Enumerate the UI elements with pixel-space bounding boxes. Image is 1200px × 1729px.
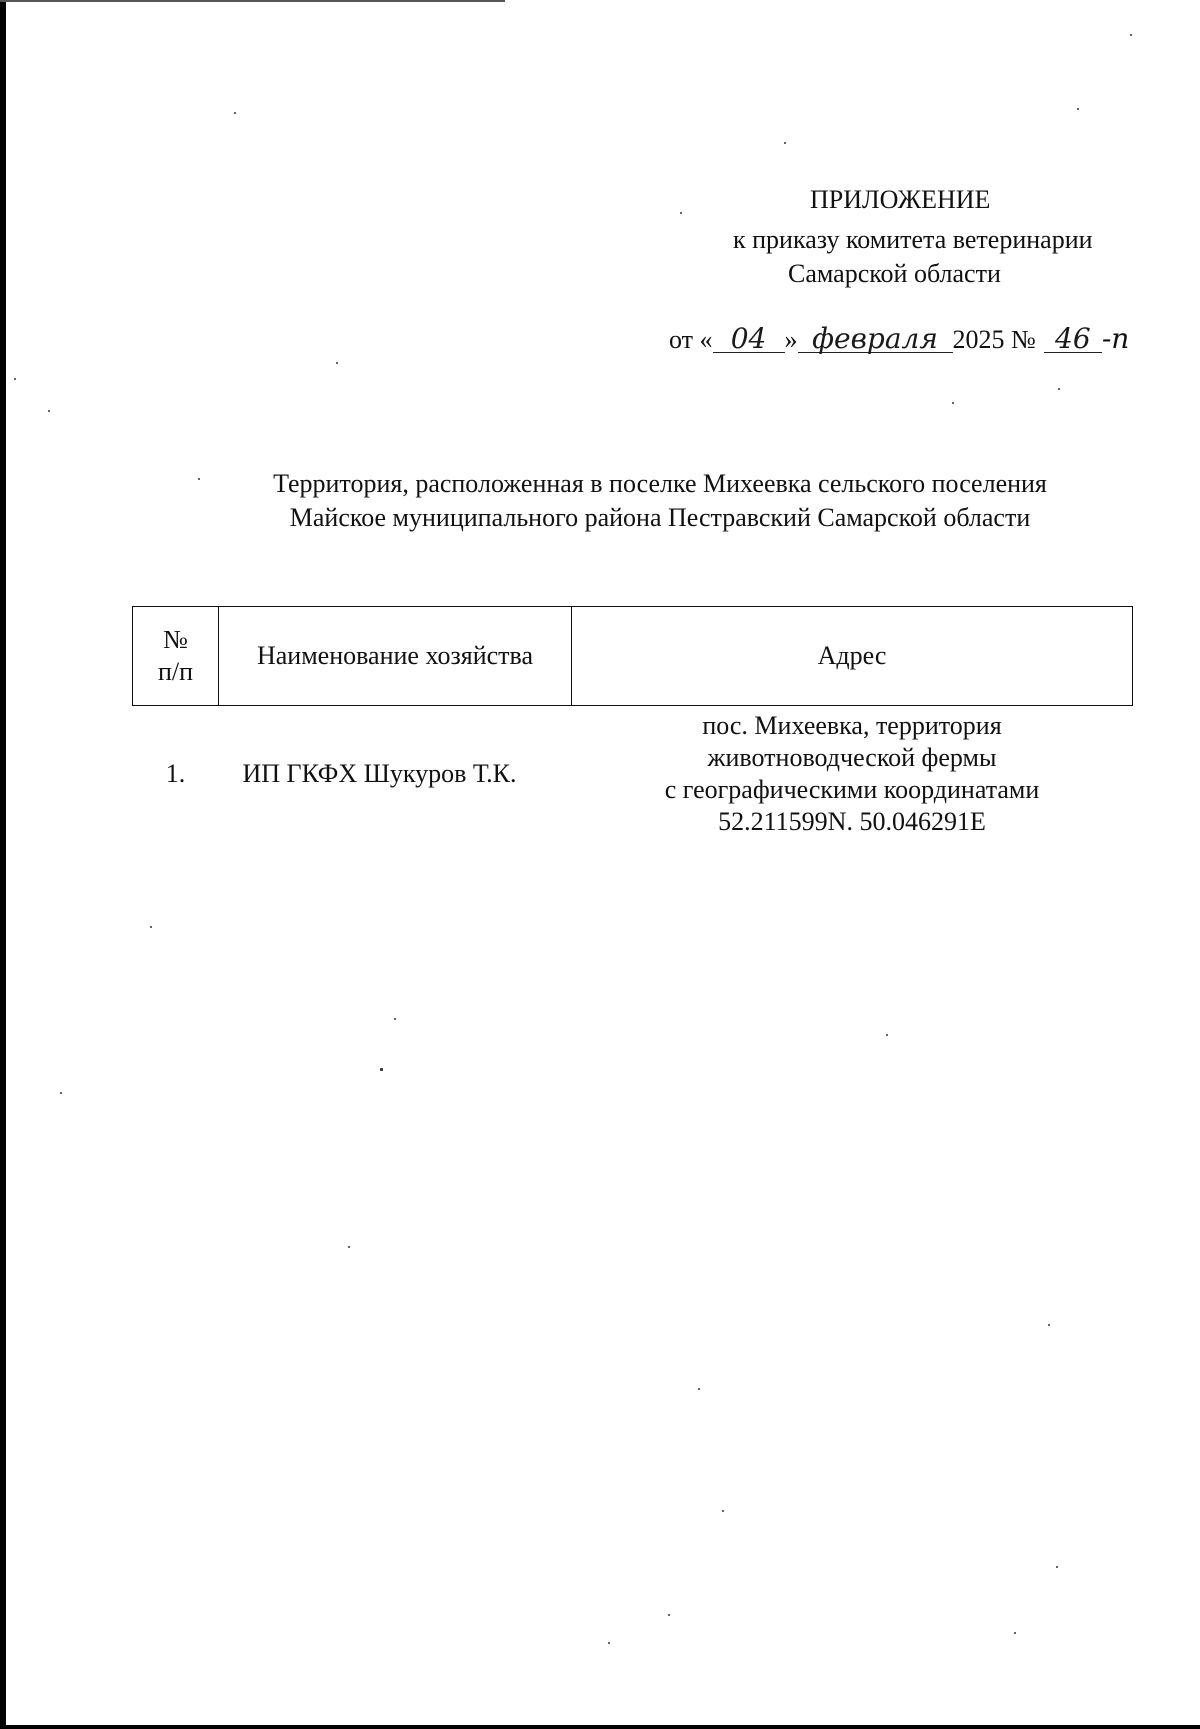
table-row [133, 706, 1133, 843]
scan-speck [1048, 1324, 1050, 1326]
row-address [572, 706, 1133, 843]
order-month-handwritten: февраля [798, 326, 953, 353]
appendix-order-reference: к приказу комитета ветеринарии [733, 225, 1093, 254]
scan-speck [150, 926, 152, 928]
scan-speck [680, 212, 682, 214]
scan-speck [1014, 1632, 1016, 1634]
header-number [133, 607, 219, 706]
header-number-abbrev: п/п [157, 657, 194, 686]
appendix-title: ПРИЛОЖЕНИЕ [810, 185, 991, 214]
row-farm-name: ИП ГКФХ Шукуров Т.К. [242, 759, 517, 788]
row-number: 1. [165, 759, 186, 788]
scan-left-border [0, 0, 6, 1729]
order-year-number-label: 2025 № [952, 325, 1036, 354]
scan-speck [952, 402, 954, 404]
territory-heading-line2: Майское муниципального района Пестравский Самарской области [289, 503, 1031, 532]
scan-speck [722, 1510, 724, 1512]
order-number-handwritten: 46 [1044, 326, 1102, 353]
scan-speck [348, 1246, 350, 1248]
scan-speck [60, 1092, 62, 1094]
farms-table [132, 606, 1132, 842]
scan-bottom-border [0, 1725, 1200, 1729]
scan-speck [234, 112, 236, 114]
row-address-line: животноводческой фермы [707, 743, 997, 772]
farms-table-grid [132, 606, 1133, 842]
order-day-handwritten: 04 [713, 326, 785, 353]
territory-heading-line1: Территория, расположенная в поселке Михеевка сельского поселения [273, 469, 1047, 498]
appendix-region: Самарской области [788, 259, 1001, 288]
scan-speck [1058, 388, 1060, 390]
scan-speck [1130, 34, 1132, 36]
row-address-line: пос. Михеевка, территория [702, 711, 1002, 740]
scan-speck [886, 1034, 888, 1036]
scan-speck [1056, 1566, 1058, 1568]
scan-speck [394, 1018, 396, 1020]
territory-heading [130, 467, 1190, 535]
scan-speck [48, 410, 50, 412]
scan-speck [668, 1614, 670, 1616]
scan-speck [698, 1388, 700, 1390]
order-date-number-line [669, 322, 1129, 357]
order-number-suffix: -п [1101, 322, 1130, 355]
scan-speck [380, 1068, 383, 1071]
scan-top-line [0, 0, 505, 2]
order-prefix: от « [669, 325, 713, 354]
header-address: Адрес [572, 607, 1133, 706]
scan-speck [1077, 108, 1079, 110]
order-mid-quote: » [784, 325, 798, 354]
header-number-sign: № [163, 625, 188, 654]
table-header-row [133, 607, 1133, 706]
scan-speck [14, 378, 16, 380]
row-address-coordinates: 52.211599N. 50.046291E [718, 807, 986, 836]
scan-speck [608, 1642, 610, 1644]
header-farm-name: Наименование хозяйства [219, 607, 572, 706]
row-address-line: с географическими координатами [664, 775, 1040, 804]
scan-speck [784, 142, 786, 144]
scan-speck [336, 362, 338, 364]
